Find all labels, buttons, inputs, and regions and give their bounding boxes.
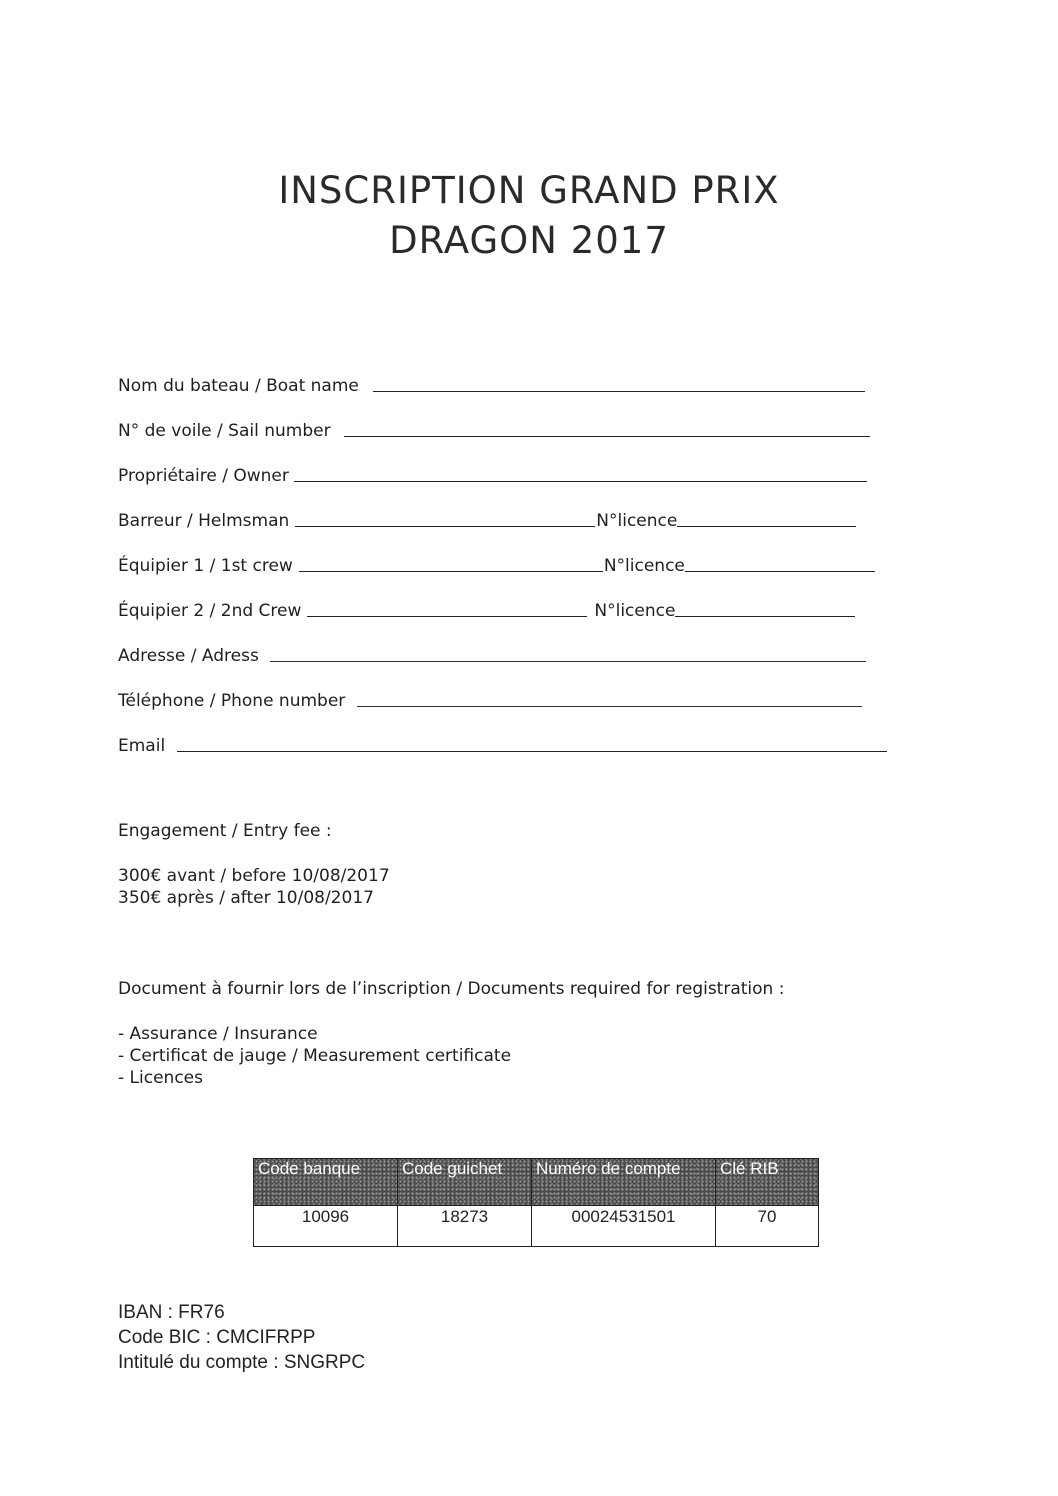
crew2-licence-input-line[interactable] <box>675 616 855 617</box>
entry-fee-section <box>118 820 332 842</box>
account-title-text: Intitulé du compte : SNGRPC <box>118 1352 366 1373</box>
table-cell-cle-rib: 70 <box>716 1206 819 1247</box>
helmsman-label: Barreur / Helmsman <box>118 511 290 531</box>
helmsman-field <box>118 505 856 531</box>
owner-label: Propriétaire / Owner <box>118 466 289 486</box>
email-input-line[interactable] <box>177 751 887 752</box>
phone-input-line[interactable] <box>357 706 862 707</box>
address-field <box>118 640 866 666</box>
crew1-field <box>118 550 875 576</box>
documents-section <box>118 978 784 1000</box>
sail-number-input-line[interactable] <box>344 436 870 437</box>
crew1-licence-input-line[interactable] <box>685 571 875 572</box>
list-item: - Licences <box>118 1068 203 1088</box>
email-field <box>118 730 887 756</box>
boat-name-field <box>118 370 865 396</box>
crew2-input-line[interactable] <box>307 616 587 617</box>
table-cell-numero-compte: 00024531501 <box>532 1206 716 1247</box>
helmsman-licence-label: N°licence <box>596 511 678 531</box>
crew1-label: Équipier 1 / 1st crew <box>118 556 293 576</box>
table-header-numero-compte: Numéro de compte <box>532 1159 716 1206</box>
fee-before: 300€ avant / before 10/08/2017 <box>118 866 390 886</box>
table-cell-code-guichet: 18273 <box>398 1206 532 1247</box>
table-header-row <box>254 1159 819 1206</box>
crew1-input-line[interactable] <box>299 571 603 572</box>
table-cell-code-banque: 10096 <box>254 1206 398 1247</box>
boat-name-label: Nom du bateau / Boat name <box>118 376 359 396</box>
owner-input-line[interactable] <box>294 481 867 482</box>
iban-text: IBAN : FR76 <box>118 1302 225 1323</box>
sail-number-field <box>118 415 870 441</box>
table-row <box>254 1206 819 1247</box>
bank-details-table <box>253 1158 819 1247</box>
boat-name-input-line[interactable] <box>373 391 865 392</box>
page-title-line-2: DRAGON 2017 <box>389 219 669 262</box>
sail-number-label: N° de voile / Sail number <box>118 421 331 441</box>
documents-list <box>118 1023 511 1089</box>
phone-field <box>118 685 862 711</box>
crew2-licence-label: N°licence <box>594 601 676 621</box>
email-label: Email <box>118 736 166 756</box>
fee-after: 350€ après / after 10/08/2017 <box>118 888 374 908</box>
page-title-line-1: INSCRIPTION GRAND PRIX <box>278 169 780 212</box>
owner-field <box>118 460 867 486</box>
crew1-licence-label: N°licence <box>603 556 685 576</box>
address-input-line[interactable] <box>270 661 866 662</box>
address-label: Adresse / Adress <box>118 646 259 666</box>
entry-fee-heading: Engagement / Entry fee : <box>118 821 332 841</box>
table-header-cle-rib: Clé RIB <box>716 1159 819 1206</box>
table-header-code-guichet: Code guichet <box>398 1159 532 1206</box>
bic-text: Code BIC : CMCIFRPP <box>118 1327 316 1348</box>
helmsman-licence-input-line[interactable] <box>677 526 856 527</box>
list-item: - Certificat de jauge / Measurement certificate <box>118 1046 512 1066</box>
entry-fee-prices <box>118 865 390 909</box>
table-header-code-banque: Code banque <box>254 1159 398 1206</box>
helmsman-input-line[interactable] <box>295 526 595 527</box>
crew2-field <box>118 595 855 621</box>
crew2-label: Équipier 2 / 2nd Crew <box>118 601 302 621</box>
bank-info <box>118 1300 365 1375</box>
list-item: - Assurance / Insurance <box>118 1024 318 1044</box>
phone-label: Téléphone / Phone number <box>118 691 346 711</box>
documents-heading: Document à fournir lors de l’inscription / Documents required for registration : <box>118 979 785 999</box>
